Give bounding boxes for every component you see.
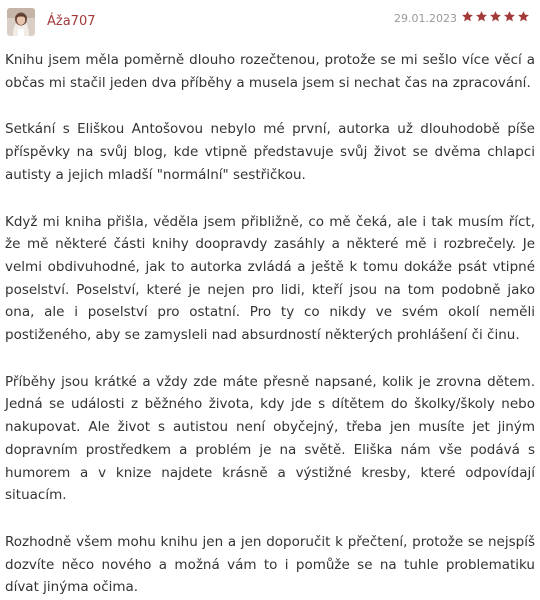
user-name-link[interactable]: Áža707 <box>47 14 96 29</box>
review-paragraph-4: Příběhy jsou krátké a vždy zde máte přesně napsané, kolik je zrovna dětem. Jedná se události z běžného života, kdy jde s dítětem do školky/školy nebo nakupovat. Ale život s autistou není obyčejný, třeba jen musíte jet jiným dopravním prostředkem a problém je na světě. Eliška nám vše podává s humorem a v knize najdete krásně a výstižné kresby, které odpovídají situacím. <box>5 373 535 504</box>
review-paragraph-5: Rozhodně všem mohu knihu jen a jen doporučit k přečtení, protože se nejspíš dozvíte něco nového a možná vám to i pomůže se na tuhle problematiku dívat jinýma očima. <box>5 533 535 596</box>
rating-stars <box>461 10 530 23</box>
user-avatar-photo-icon <box>7 8 35 36</box>
star-icon <box>517 10 530 23</box>
review-text <box>0 49 540 599</box>
star-icon <box>475 10 488 23</box>
star-icon <box>503 10 516 23</box>
review-header <box>0 0 540 44</box>
star-icon <box>461 10 474 23</box>
review-date: 29.01.2023 <box>394 12 457 25</box>
review-paragraph-3: Když mi kniha přišla, věděla jsem přibližně, co mě čeká, ale i tak musím říct, že mě některé části knihy doopravdy zasáhly a některé mě i rozbrečely. Je velmi obdivuhodné, jak to autorka zvládá a ještě k tomu dokáže psát vtipné poselství. Poselství, které je nejen pro lidi, kteří jsou na tom podobně jako ona, ale i poselství pro ostatní. Pro ty co nikdy ve svém okolí neměli postiženého, aby se zamysleli nad absurdností některých prohlášení či činu. <box>5 213 535 344</box>
avatar[interactable] <box>7 8 35 36</box>
review-paragraph-2: Setkání s Eliškou Antošovou nebylo mé první, autorka už dlouhodobě píše příspěvky na svůj blog, kde vtipně představuje svůj život se dvěma chlapci autisty a jejich mladší "normální" sestřičkou. <box>5 121 535 183</box>
star-icon <box>489 10 502 23</box>
review-paragraph-1: Knihu jsem měla poměrně dlouho rozečtenou, protože se mi sešlo více věcí a občas mi stačil jeden dva příběhy a musela jsem si nechat čas na zpracování. <box>5 52 535 91</box>
